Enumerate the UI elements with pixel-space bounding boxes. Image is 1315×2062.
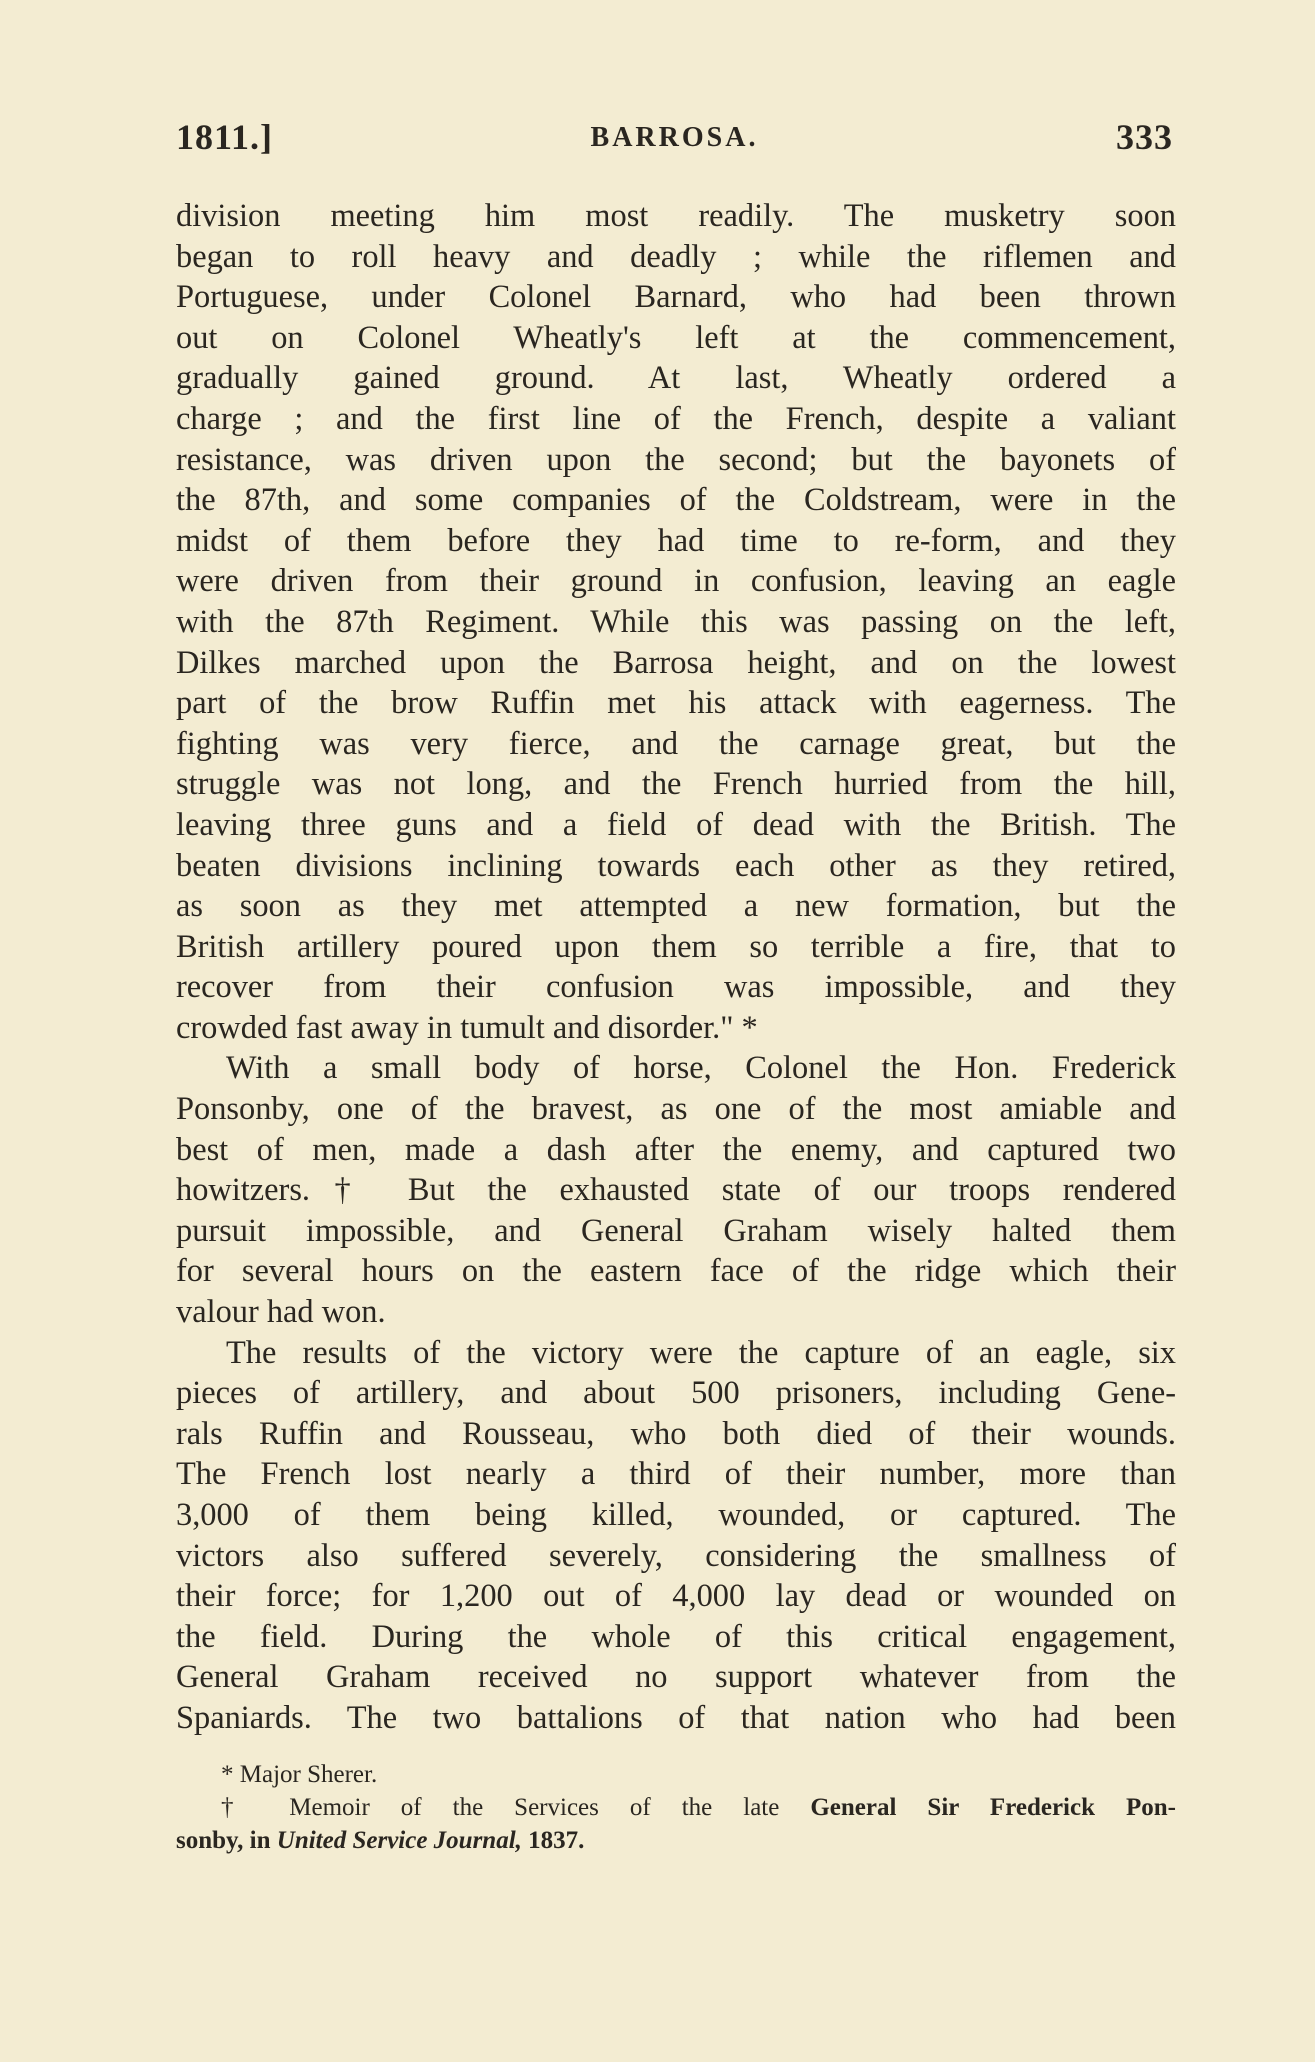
text-line: The results of the victory were the capture of an eagle, six (226, 1334, 1176, 1371)
header-title: BARROSA. (590, 122, 759, 153)
text-line: for several hours on the eastern face of the ridge which their (176, 1253, 1176, 1290)
text-line: Spaniards. The two battalions of that nation who had been (176, 1699, 1176, 1736)
footnote-3-end: 1837. (521, 1827, 585, 1854)
text-line: howitzers.† But the exhausted state of our troops rendered (176, 1172, 1176, 1209)
footnotes (176, 1758, 1176, 1857)
footnote-3-journal: United Service Journal, (276, 1827, 522, 1854)
text-line: victors also suffered severely, considering the smallness of (176, 1537, 1176, 1574)
text-line: valour had won. (176, 1294, 386, 1331)
text-line: struggle was not long, and the French hurried from the hill, (176, 766, 1176, 803)
text-line: were driven from their ground in confusion, leaving an eagle (176, 563, 1176, 600)
text-line: pieces of artillery, and about 500 prisoners, including Gene- (176, 1375, 1176, 1412)
text-line: 3,000 of them being killed, wounded, or captured. The (176, 1497, 1176, 1533)
text-line: fighting was very fierce, and the carnage great, but the (176, 725, 1176, 762)
text-line: British artillery poured upon them so terrible a fire, that to (176, 928, 1176, 965)
text-line: recover from their confusion was impossible, and they (176, 969, 1176, 1006)
footnote-2 (176, 1791, 1176, 1824)
page-number: 333 (1116, 117, 1173, 157)
text-line: part of the brow Ruffin met his attack with eagerness. The (176, 685, 1176, 722)
text-line: charge ; and the first line of the French, despite a valiant (176, 400, 1176, 437)
header-year: 1811.] (176, 117, 274, 157)
text-line: rals Ruffin and Rousseau, who both died of their wounds. (176, 1415, 1176, 1452)
text-line: division meeting him most readily. The musketry soon (176, 198, 1176, 234)
text-line: Portuguese, under Colonel Barnard, who had been thrown (176, 279, 1176, 316)
footnote-2-continued (176, 1824, 1176, 1857)
body-text (176, 196, 1176, 1739)
text-line: out on Colonel Wheatly's left at the commencement, (176, 319, 1176, 356)
footnote-1: * Major Sherer. (221, 1761, 378, 1788)
text-line: pursuit impossible, and General Graham wisely halted them (176, 1212, 1176, 1249)
text-line: Ponsonby, one of the bravest, as one of the most amiable and (176, 1091, 1176, 1128)
text-line: the field. During the whole of this critical engagement, (176, 1618, 1176, 1655)
footnote-2-bold: General Sir Frederick Pon- (810, 1794, 1176, 1821)
text-line: With a small body of horse, Colonel the Hon. Frederick (226, 1050, 1176, 1087)
text-line: midst of them before they had time to re-form, and they (176, 522, 1176, 559)
footnote-3-start: sonby, in (176, 1827, 277, 1854)
text-line: Dilkes marched upon the Barrosa height, and on the lowest (176, 644, 1176, 681)
text-line: with the 87th Regiment. While this was passing on the left, (176, 603, 1176, 640)
text-line: gradually gained ground. At last, Wheatly ordered a (176, 360, 1176, 397)
footnote-2-text: † Memoir of the Services of the late (221, 1794, 811, 1821)
running-head (176, 116, 1173, 168)
text-line: best of men, made a dash after the enemy, and captured two (176, 1131, 1176, 1168)
text-line: resistance, was driven upon the second; but the bayonets of (176, 441, 1176, 478)
text-line: General Graham received no support whatever from the (176, 1659, 1176, 1696)
text-line: The French lost nearly a third of their number, more than (176, 1456, 1176, 1493)
text-line: leaving three guns and a field of dead with the British. The (176, 806, 1176, 843)
text-line: their force; for 1,200 out of 4,000 lay dead or wounded on (176, 1578, 1176, 1615)
text-line: crowded fast away in tumult and disorder." * (176, 1009, 758, 1046)
text-line: began to roll heavy and deadly ; while the riflemen and (176, 238, 1176, 275)
text-line: beaten divisions inclining towards each other as they retired, (176, 847, 1176, 884)
text-line: as soon as they met attempted a new formation, but the (176, 888, 1176, 925)
text-line: the 87th, and some companies of the Coldstream, were in the (176, 482, 1176, 519)
